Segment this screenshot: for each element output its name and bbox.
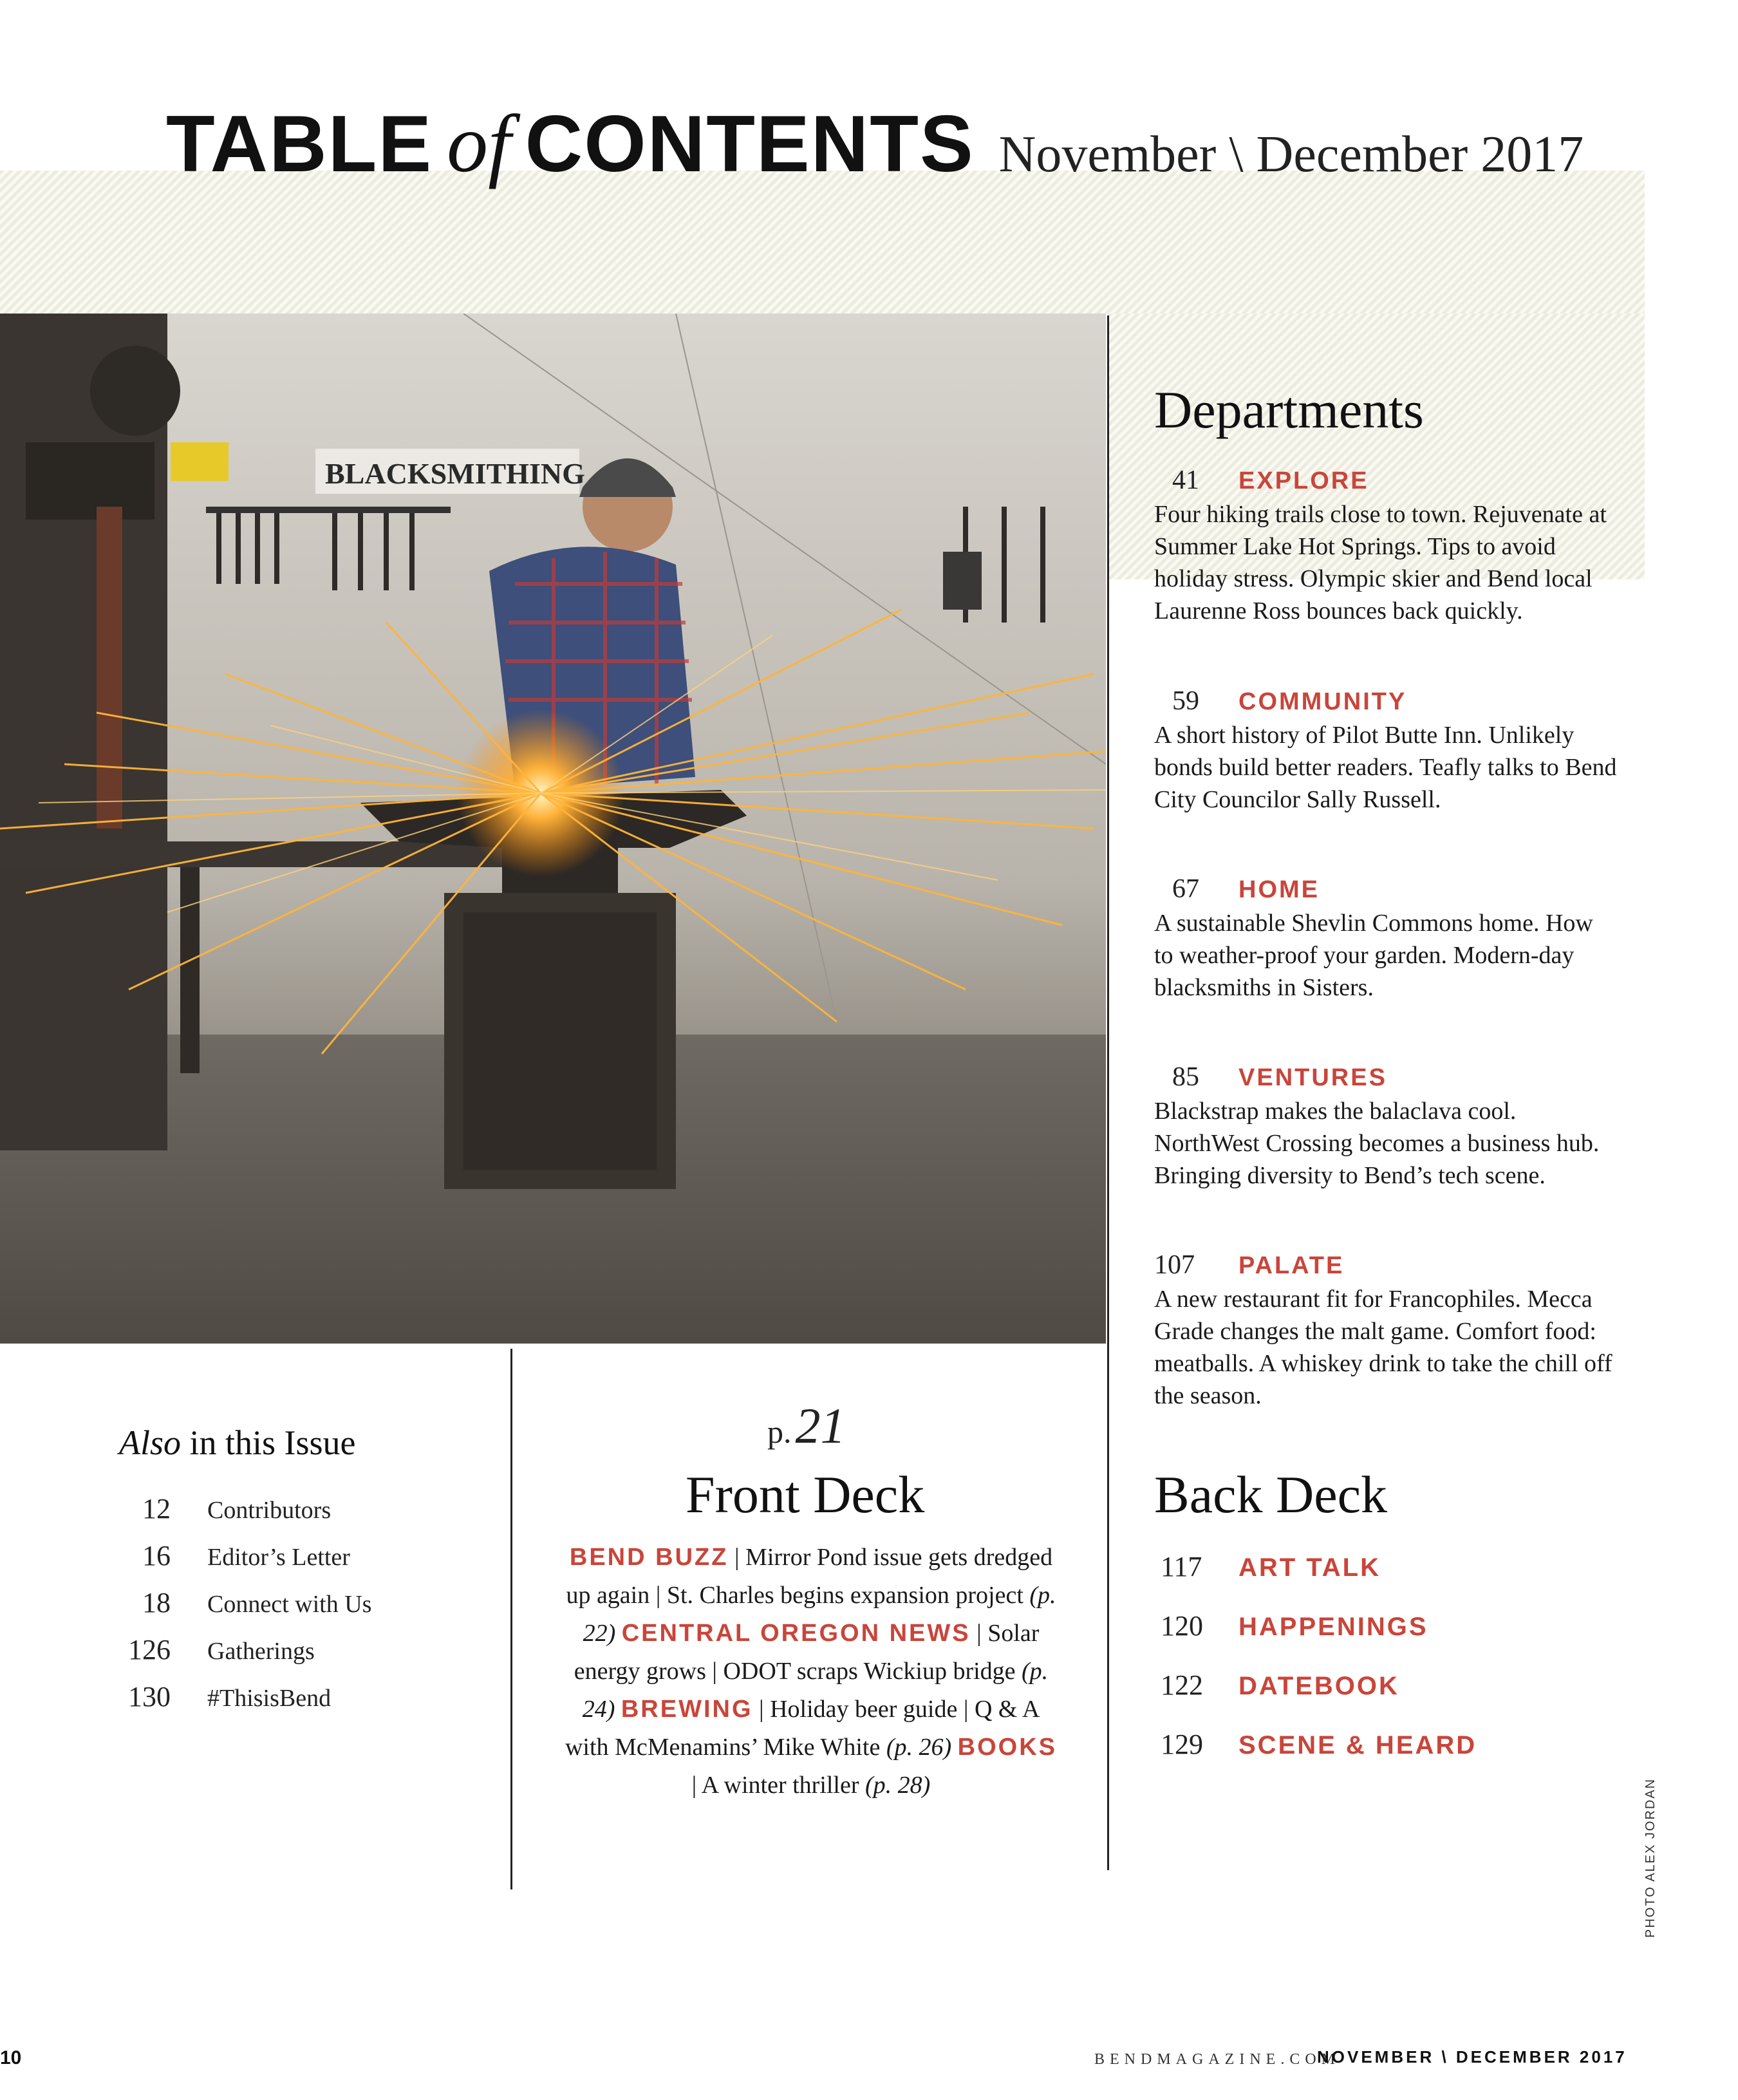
dept-page-number: 85 (1172, 1062, 1199, 1092)
dept-page-number: 41 (1172, 465, 1199, 495)
dept-description: A sustainable Shevlin Commons home. How to weather-proof your garden. Modern-day blacksmiths in Sisters. (1154, 910, 1593, 1001)
also-item-connect-with-us[interactable] (119, 1586, 371, 1619)
dept-item-home[interactable] (1154, 874, 1618, 1004)
back-deck-page-number: 129 (1161, 1729, 1203, 1760)
also-label: #ThisisBend (207, 1685, 332, 1712)
front-deck-page-ref-28: (p. 28) (865, 1772, 931, 1799)
front-deck-text: | Solar energy grows | ODOT scraps Wickiup bridge (574, 1620, 1040, 1685)
also-label: Gatherings (207, 1638, 315, 1665)
column-divider-right (1107, 315, 1109, 1870)
dept-description: A new restaurant fit for Francophiles. Mecca Grade changes the malt game. Comfort food: meatballs. A whiskey drink to take the chill off the season. (1154, 1286, 1612, 1409)
back-deck-item-happenings[interactable] (1154, 1609, 1428, 1642)
also-page-number: 130 (128, 1681, 171, 1712)
header-pattern-band (0, 171, 1645, 314)
front-deck-text: | Mirror Pond issue gets dredged up again | St. Charles begins expansion project (566, 1544, 1053, 1609)
also-page-number: 12 (142, 1493, 171, 1524)
dept-name: VENTURES (1238, 1064, 1387, 1091)
front-deck-page-number: 21 (795, 1398, 846, 1454)
dept-description: Four hiking trails close to town. Rejuvenate at Summer Lake Hot Springs. Tips to avoid holiday stress. Olympic skier and Bend local Laurenne Ross bounces back quickly. (1154, 501, 1607, 624)
also-label: Connect with Us (207, 1591, 372, 1618)
back-deck-title: Back Deck (1154, 1465, 1387, 1524)
front-deck-text: | A winter thriller (691, 1772, 866, 1799)
also-in-this-issue-title (119, 1423, 356, 1463)
front-deck-section-central-oregon-news[interactable]: CENTRAL OREGON NEWS (621, 1620, 971, 1647)
also-item-gatherings[interactable] (119, 1633, 315, 1666)
front-deck-section-books[interactable]: BOOKS (957, 1734, 1057, 1761)
back-deck-item-datebook[interactable] (1154, 1669, 1399, 1702)
front-deck-summary (560, 1539, 1062, 1805)
back-deck-page-number: 120 (1161, 1610, 1203, 1642)
footer-date: NOVEMBER \ DECEMBER 2017 (1317, 2047, 1627, 2067)
front-deck-page-ref-22: (p. 22) (583, 1582, 1056, 1647)
back-deck-name: SCENE & HEARD (1238, 1731, 1477, 1759)
dept-description: A short history of Pilot Butte Inn. Unlikely bonds build better readers. Teafly talks to Bend City Councilor Sally Russell. (1154, 722, 1617, 813)
also-page-number: 18 (142, 1587, 171, 1618)
dept-name: HOME (1238, 876, 1320, 903)
front-deck-title: Front Deck (686, 1465, 925, 1524)
front-deck-page-ref-26: (p. 26) (886, 1734, 952, 1761)
dept-item-community[interactable] (1154, 686, 1618, 816)
feature-photo[interactable] (0, 314, 1106, 1344)
dept-item-palate[interactable] (1154, 1250, 1618, 1412)
also-item-editors-letter[interactable] (119, 1539, 350, 1572)
also-title-italic: Also (119, 1423, 182, 1462)
dept-name: EXPLORE (1238, 467, 1369, 494)
column-divider-left (510, 1349, 512, 1889)
title-contents: CONTENTS (525, 100, 975, 189)
photo-sign-text: BLACKSMITHING (325, 457, 585, 490)
footer-site[interactable]: BENDMAGAZINE.COM (1094, 2051, 1340, 2068)
front-deck-page-ref-24: (p. 24) (582, 1658, 1049, 1723)
dept-name: COMMUNITY (1238, 688, 1407, 715)
back-deck-item-art-talk[interactable] (1154, 1550, 1381, 1583)
front-deck-section-bend-buzz[interactable]: BEND BUZZ (569, 1544, 729, 1571)
issue-date: November \ December 2017 (998, 126, 1584, 183)
dept-page-number: 67 (1172, 874, 1199, 904)
title-table: TABLE (166, 100, 433, 189)
dept-page-number: 59 (1172, 686, 1199, 716)
also-title-rest: in this Issue (189, 1423, 356, 1462)
dept-description: Blackstrap makes the balaclava cool. NorthWest Crossing becomes a business hub. Bringing diversity to Bend’s tech scene. (1154, 1098, 1600, 1189)
front-deck-section-brewing[interactable]: BREWING (621, 1696, 753, 1723)
front-deck-page-prefix: p. (767, 1414, 792, 1450)
dept-page-number: 107 (1154, 1250, 1195, 1280)
title-of: of (447, 98, 511, 189)
also-page-number: 16 (142, 1540, 171, 1571)
page-title (166, 97, 1584, 187)
back-deck-item-scene-heard[interactable] (1154, 1728, 1477, 1761)
blacksmith-photo-illustration (0, 314, 1106, 1344)
also-label: Editor’s Letter (207, 1544, 350, 1571)
also-item-contributors[interactable] (119, 1492, 331, 1525)
front-deck-text: | Holiday beer guide | Q & A with McMenamins’ Mike White (565, 1696, 1040, 1761)
back-deck-page-number: 122 (1161, 1669, 1203, 1701)
back-deck-name: ART TALK (1238, 1553, 1381, 1582)
dept-item-ventures[interactable] (1154, 1062, 1618, 1192)
departments-title: Departments (1154, 380, 1424, 439)
back-deck-name: DATEBOOK (1238, 1672, 1399, 1700)
also-page-number: 126 (128, 1634, 171, 1665)
also-item-thisisbend[interactable] (119, 1680, 331, 1713)
dept-item-explore[interactable] (1154, 465, 1618, 627)
page-number-folio: 10 (0, 2047, 22, 2068)
back-deck-name: HAPPENINGS (1238, 1613, 1428, 1641)
photo-credit: PHOTO ALEX JORDAN (1643, 1777, 1658, 1938)
also-label: Contributors (207, 1497, 332, 1524)
dept-name: PALATE (1238, 1252, 1345, 1279)
front-deck-page-ref (767, 1397, 846, 1455)
back-deck-page-number: 117 (1161, 1551, 1202, 1582)
